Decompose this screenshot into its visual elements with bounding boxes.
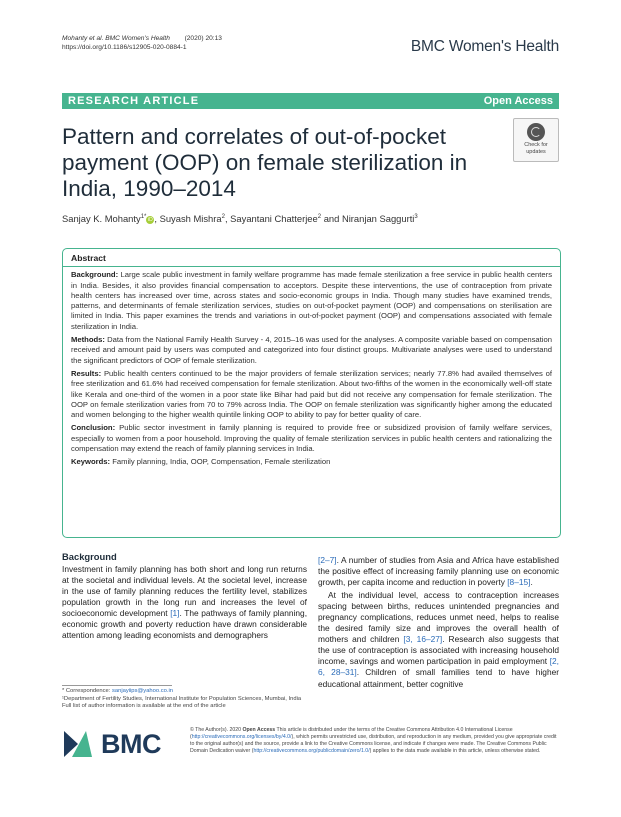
license-statement bbox=[190, 727, 559, 755]
article-title: Pattern and correlates of out-of-pocket payment (OOP) on female sterilization in India, 1990–2014 bbox=[62, 124, 468, 201]
author-2-sup: 2 bbox=[221, 213, 225, 220]
abstract-methods bbox=[71, 335, 552, 366]
correspondence-email[interactable]: sanjayiips@yahoo.co.in bbox=[111, 688, 173, 694]
badge-line2: updates bbox=[526, 148, 546, 155]
abstract-heading: Abstract bbox=[71, 253, 106, 263]
citation-link[interactable]: [2, 6, 28–31] bbox=[318, 656, 559, 678]
author-2[interactable]: Suyash Mishra bbox=[159, 213, 222, 224]
author-1-sup: 1* bbox=[140, 213, 147, 220]
methods-label: Methods: bbox=[71, 335, 105, 345]
c2-text-a: . A number of studies from Asia and Africa have established the positive effect of increasing family planning use on economic growth, per capita income and reduction in poverty bbox=[318, 555, 559, 588]
affiliation-1: ¹Department of Fertility Studies, International Institute for Population Sciences, Mumbai, India bbox=[62, 695, 302, 702]
conclusion-text: Public sector investment in family planning is required to provide free or subsidized provision of family welfare services, especially to women from a poor household. Improving the quality of female sterilization services in public health centers and rationalizing the compensation may extend the reach of family planning services in India. bbox=[71, 423, 552, 454]
author-3-sup: 2 bbox=[317, 213, 322, 220]
p2-text-b: . Research also suggests that the use of contraception is associated with increasing household income, savings and women participation in paid employment bbox=[318, 634, 559, 667]
background-heading: Background bbox=[62, 551, 117, 562]
citation-link[interactable]: [3, 16–27] bbox=[403, 634, 443, 645]
check-for-updates-badge[interactable] bbox=[513, 118, 559, 162]
author-4[interactable]: Niranjan Saggurti bbox=[341, 213, 415, 224]
keywords-text: Family planning, India, OOP, Compensation, Female sterilization bbox=[112, 457, 331, 467]
author-3[interactable]: Sayantani Chatterjee bbox=[230, 213, 318, 224]
doi-link[interactable]: https://doi.org/10.1186/s12905-020-0884-1 bbox=[62, 44, 187, 51]
body-paragraph-2 bbox=[318, 590, 559, 689]
keywords-label: Keywords: bbox=[71, 457, 111, 467]
license-a: © The Author(s). 2020 bbox=[190, 727, 243, 733]
refresh-icon bbox=[527, 123, 545, 141]
badge-line1: Check for bbox=[524, 142, 548, 148]
body-column-right bbox=[318, 555, 559, 692]
abstract-conclusion bbox=[71, 423, 552, 454]
header-year-volume: (2020) 20:13 bbox=[184, 35, 222, 42]
body-column-left bbox=[62, 551, 307, 643]
license-c: ), which permits unrestricted use, distribution, and reproduction in any medium, provided you give appropriate credit to the original author(s) and the source, provide a link to the Creative Commons license, and indicate if changes were made. The Creative Commons Public Domain Dedication waiver ( bbox=[190, 734, 557, 755]
license-url-1[interactable]: http://creativecommons.org/licenses/by/4.0/ bbox=[191, 734, 292, 741]
abstract-keywords bbox=[71, 457, 552, 467]
p1-text-a: Investment in family planning has both short and long run returns at the societal and individual levels. At the societal level, increase in the use of family planning reduces the fertility level, stabilizes population growth in the long run and increases the level of socioeconomic development bbox=[62, 564, 307, 619]
author-1[interactable]: Sanjay K. Mohanty bbox=[62, 213, 141, 224]
abstract-results bbox=[71, 369, 552, 420]
author-list: Sanjay K. Mohanty$^{1*}$ iD , Suyash Mishra$^2$, Sayantani Chatterjee$^2$ and Niranjan Saggurti$^3$ bbox=[62, 213, 418, 224]
background-text: Large scale public investment in family welfare programme has made female sterilization a free service in public health centers in India. Besides, it also provides financial compensation to acceptors. Despite these interventions, the use of contraception from private health centers has increased over time, across states and socio-economic groups in India. Though many studies have examined trends, patterns, and determinants of female sterilization services, studies on out-of-pocket payment (OOP) and compensations on sterilisation are limited in India. This paper examines the trends and variations in out-of-pocket payment (OOP) and compensations associated with female sterilization in India. bbox=[71, 270, 553, 331]
p2-text-c: . Children of small families tend to have higher educational attainment, better cognitive bbox=[318, 667, 560, 689]
abstract-background bbox=[71, 270, 552, 332]
c2-text-b: . bbox=[530, 577, 533, 588]
running-header bbox=[62, 34, 222, 52]
results-text: Public health centers continued to be the major providers of female sterilization services; nearly 77.8% had availed themselves of free sterilization and 61.6% had received compensation for female sterilization. About two-fifths of the women in the economically well-off state like Kerala and one-third of the women in a poor state like Bihar had paid but did not receive any compensation for female sterilization. The OOP on female sterilization varies from 70 to 79% across India. The OOP on female sterilization was significantly higher among the educated and women belonging to the higher wealth quintile linking OOP to ability to pay for better quality of care. bbox=[71, 368, 552, 420]
conclusion-label: Conclusion: bbox=[71, 423, 116, 433]
license-d: ) applies to the data made available in this article, unless otherwise stated. bbox=[369, 748, 541, 755]
p1-text-b: . The pathways of family planning, economic growth and poverty reduction have drawn considerable attention among leading economists and demographers bbox=[62, 608, 308, 641]
abstract-divider bbox=[63, 266, 560, 267]
open-access-label: Open Access bbox=[483, 95, 553, 107]
license-open-access: Open Access bbox=[242, 727, 276, 733]
methods-text: Data from the National Family Health Survey - 4, 2015–16 was used for the analyses. A composite variable based on compensation received and amount paid by users was computed and categorized into four distinct groups. Multivariate analyses were used to understand the significant predictors of OOP of female sterilization. bbox=[71, 335, 552, 365]
journal-name: BMC Women's Health bbox=[410, 38, 559, 55]
footnote-divider bbox=[62, 685, 172, 686]
author-info-note: Full list of author information is available at the end of the article bbox=[62, 703, 226, 709]
license-b: This article is distributed under the terms of the Creative Commons Attribution 4.0 International License ( bbox=[190, 727, 513, 741]
background-label: Background: bbox=[71, 270, 119, 280]
article-type-label: RESEARCH ARTICLE bbox=[68, 95, 200, 107]
citation-link[interactable]: [2–7] bbox=[318, 555, 337, 565]
license-url-2[interactable]: http://creativecommons.org/publicdomain/zero/1.0/ bbox=[253, 748, 370, 755]
body-paragraph-1 bbox=[62, 564, 307, 641]
abstract-box bbox=[62, 248, 561, 538]
results-label: Results: bbox=[71, 368, 102, 378]
citation-link[interactable]: [1] bbox=[170, 608, 180, 619]
header-authors: Mohanty et al. BMC Women's Health bbox=[62, 35, 170, 42]
p2-text-a: At the individual level, access to contraception increases spacing between births, reduces unintended pregnancies and pregnancy complications, reduces unmet need, helps to realise the desired family size and improves the overall health of mothers and children bbox=[318, 590, 559, 645]
correspondence-label: * Correspondence: bbox=[62, 688, 111, 694]
orcid-icon[interactable]: iD bbox=[148, 216, 153, 223]
author-and: and bbox=[323, 213, 340, 224]
author-4-sup: 3 bbox=[414, 213, 418, 220]
body-paragraph-1-cont bbox=[318, 555, 559, 588]
footnotes bbox=[62, 688, 307, 711]
citation-link[interactable]: [8–15] bbox=[507, 577, 531, 588]
bmc-logo-text: BMC bbox=[101, 729, 161, 759]
